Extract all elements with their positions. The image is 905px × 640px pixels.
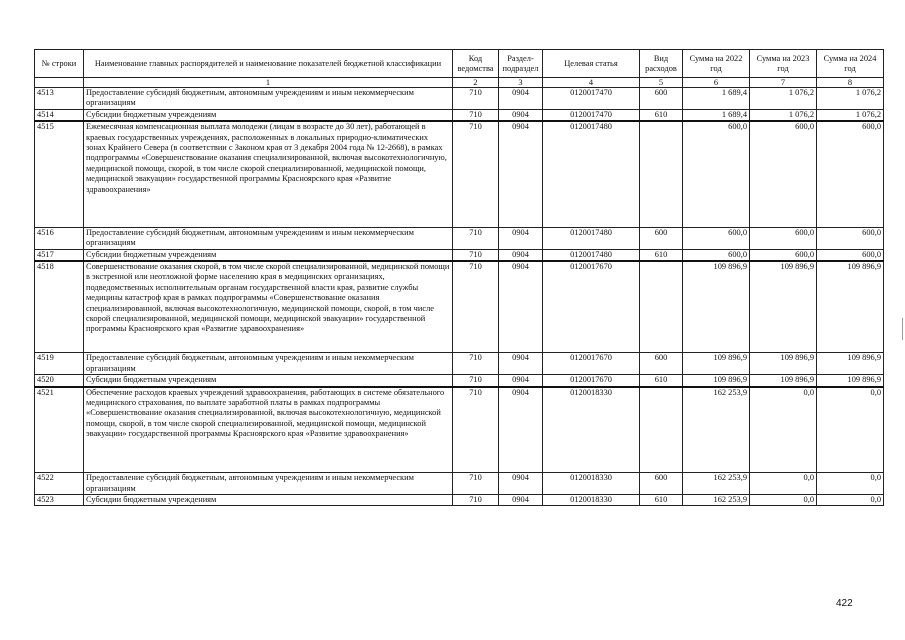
cell-sum-2022: 600,0	[683, 227, 750, 249]
cell-row-number: 4517	[35, 249, 84, 261]
cell-sum-2024: 600,0	[817, 249, 884, 261]
cell-expense-type: 610	[640, 249, 683, 261]
table-row	[35, 375, 884, 387]
column-index-cell: 8	[817, 78, 884, 88]
cell-target-article: 0120017670	[543, 353, 640, 375]
cell-target-article: 0120017670	[543, 375, 640, 387]
cell-sum-2024: 109 896,9	[817, 261, 884, 353]
cell-name: Субсидии бюджетным учреждениям	[84, 375, 453, 387]
cell-name: Совершенствование оказания скорой, в том числе скорой специализированной, медицинской помощи в экстренной или неотложной форме населению края в медицинских организациях, подведомственных исполнительным органам государственной власти края, развитие службы медицины катастроф края в рамках подпрограммы «Совершенствование оказания специализированной, включая высокотехнологичную, медицинской помощи, скорой, в том числе скорой специализированной, медицинской помощи, медицинской эвакуации» государственной программы Красноярского края «Развитие здравоохранения»	[84, 261, 453, 353]
cell-sum-2023: 109 896,9	[750, 375, 817, 387]
header-department-code: Код ведомства	[453, 50, 499, 78]
column-index-cell: 1	[84, 78, 453, 88]
table-row	[35, 121, 884, 227]
cell-section: 0904	[499, 494, 543, 505]
cell-expense-type	[640, 387, 683, 473]
budget-table	[34, 49, 884, 506]
cell-name: Предоставление субсидий бюджетным, автономным учреждениям и иным некоммерческим организациям	[84, 227, 453, 249]
cell-sum-2023: 1 076,2	[750, 109, 817, 121]
cell-row-number: 4514	[35, 109, 84, 121]
cell-sum-2022: 109 896,9	[683, 375, 750, 387]
cell-section: 0904	[499, 109, 543, 121]
cell-sum-2022: 1 689,4	[683, 109, 750, 121]
cell-target-article: 0120017470	[543, 109, 640, 121]
cell-department-code: 710	[453, 353, 499, 375]
header-row-number: № строки	[35, 50, 84, 78]
cell-department-code: 710	[453, 494, 499, 505]
cell-name: Обеспечение расходов краевых учреждений здравоохранения, работающих в системе обязательного медицинского страхования, по выплате заработной платы в рамках подпрограммы «Совершенствование оказания специализированной, включая высокотехнологичную, медицинской помощи, скорой, в том числе скорой специализированной, медицинской помощи, медицинской эвакуации» государственной программы Красноярского края «Развитие здравоохранения»	[84, 387, 453, 473]
cell-expense-type: 610	[640, 375, 683, 387]
cell-sum-2023: 0,0	[750, 473, 817, 495]
cell-target-article: 0120018330	[543, 387, 640, 473]
cell-name: Субсидии бюджетным учреждениям	[84, 249, 453, 261]
cell-expense-type	[640, 261, 683, 353]
cell-expense-type: 600	[640, 473, 683, 495]
cell-department-code: 710	[453, 387, 499, 473]
cell-sum-2024: 0,0	[817, 494, 884, 505]
cell-sum-2023: 600,0	[750, 121, 817, 227]
cell-expense-type: 600	[640, 88, 683, 110]
column-index-row	[35, 78, 884, 88]
cell-row-number: 4520	[35, 375, 84, 387]
cell-sum-2022: 600,0	[683, 121, 750, 227]
cell-department-code: 710	[453, 473, 499, 495]
cell-sum-2024: 0,0	[817, 387, 884, 473]
cell-name: Субсидии бюджетным учреждениям	[84, 494, 453, 505]
cell-section: 0904	[499, 121, 543, 227]
header-row	[35, 50, 884, 78]
header-sum-2023: Сумма на 2023 год	[750, 50, 817, 78]
cell-department-code: 710	[453, 121, 499, 227]
cell-expense-type: 600	[640, 227, 683, 249]
cell-sum-2023: 109 896,9	[750, 261, 817, 353]
cell-target-article: 0120017480	[543, 121, 640, 227]
header-section: Раздел-подраздел	[499, 50, 543, 78]
cell-row-number: 4523	[35, 494, 84, 505]
header-sum-2022: Сумма на 2022 год	[683, 50, 750, 78]
cell-department-code: 710	[453, 261, 499, 353]
column-index-cell	[35, 78, 84, 88]
column-index-cell: 2	[453, 78, 499, 88]
cell-row-number: 4516	[35, 227, 84, 249]
header-sum-2024: Сумма на 2024 год	[817, 50, 884, 78]
header-expense-type: Вид расходов	[640, 50, 683, 78]
cell-name: Предоставление субсидий бюджетным, автономным учреждениям и иным некоммерческим организациям	[84, 473, 453, 495]
cell-sum-2022: 1 689,4	[683, 88, 750, 110]
cell-department-code: 710	[453, 227, 499, 249]
cell-sum-2022: 162 253,9	[683, 494, 750, 505]
cell-row-number: 4519	[35, 353, 84, 375]
cell-section: 0904	[499, 88, 543, 110]
table-row	[35, 227, 884, 249]
column-index-cell: 3	[499, 78, 543, 88]
cell-target-article: 0120018330	[543, 494, 640, 505]
cell-expense-type: 610	[640, 109, 683, 121]
cell-department-code: 710	[453, 375, 499, 387]
cell-row-number: 4521	[35, 387, 84, 473]
cell-sum-2022: 162 253,9	[683, 387, 750, 473]
column-index-cell: 5	[640, 78, 683, 88]
cell-sum-2024: 1 076,2	[817, 88, 884, 110]
table-row	[35, 88, 884, 110]
cell-sum-2022: 600,0	[683, 249, 750, 261]
cell-section: 0904	[499, 375, 543, 387]
cell-section: 0904	[499, 249, 543, 261]
cell-sum-2024: 0,0	[817, 473, 884, 495]
cell-row-number: 4518	[35, 261, 84, 353]
table-row	[35, 494, 884, 505]
header-target-article: Целевая статья	[543, 50, 640, 78]
scan-artifact-mark	[902, 318, 903, 340]
cell-section: 0904	[499, 387, 543, 473]
cell-sum-2024: 109 896,9	[817, 375, 884, 387]
cell-name: Предоставление субсидий бюджетным, автономным учреждениям и иным некоммерческим организациям	[84, 88, 453, 110]
cell-row-number: 4515	[35, 121, 84, 227]
cell-sum-2023: 600,0	[750, 227, 817, 249]
cell-sum-2022: 109 896,9	[683, 261, 750, 353]
cell-department-code: 710	[453, 88, 499, 110]
cell-expense-type	[640, 121, 683, 227]
cell-name: Ежемесячная компенсационная выплата молодежи (лицам в возрасте до 30 лет), работающей в краевых государственных учреждениях, расположенных в локальных природно-климатических зонах Крайнего Севера (в соответствии с Законом края от 3 декабря 2004 года № 12-2668), в рамках подпрограммы «Совершенствование оказания специализированной, включая высокотехнологичную, медицинской помощи, скорой, в том числе скорой специализированной, медицинской помощи, медицинской эвакуации» государственной программы Красноярского края «Развитие здравоохранения»	[84, 121, 453, 227]
cell-sum-2023: 109 896,9	[750, 353, 817, 375]
table-row	[35, 473, 884, 495]
cell-target-article: 0120017480	[543, 249, 640, 261]
cell-sum-2022: 162 253,9	[683, 473, 750, 495]
cell-department-code: 710	[453, 109, 499, 121]
cell-sum-2024: 600,0	[817, 121, 884, 227]
cell-section: 0904	[499, 473, 543, 495]
cell-section: 0904	[499, 261, 543, 353]
cell-row-number: 4522	[35, 473, 84, 495]
cell-expense-type: 610	[640, 494, 683, 505]
table-row	[35, 387, 884, 473]
column-index-cell: 7	[750, 78, 817, 88]
cell-expense-type: 600	[640, 353, 683, 375]
header-name: Наименование главных распорядителей и наименование показателей бюджетной классификации	[84, 50, 453, 78]
cell-section: 0904	[499, 353, 543, 375]
cell-sum-2024: 1 076,2	[817, 109, 884, 121]
cell-name: Субсидии бюджетным учреждениям	[84, 109, 453, 121]
cell-sum-2023: 0,0	[750, 494, 817, 505]
cell-sum-2024: 109 896,9	[817, 353, 884, 375]
table-row	[35, 261, 884, 353]
cell-target-article: 0120017670	[543, 261, 640, 353]
cell-target-article: 0120017470	[543, 88, 640, 110]
cell-sum-2022: 109 896,9	[683, 353, 750, 375]
cell-section: 0904	[499, 227, 543, 249]
cell-sum-2023: 1 076,2	[750, 88, 817, 110]
cell-target-article: 0120017480	[543, 227, 640, 249]
cell-sum-2023: 0,0	[750, 387, 817, 473]
cell-name: Предоставление субсидий бюджетным, автономным учреждениям и иным некоммерческим организациям	[84, 353, 453, 375]
table-row	[35, 249, 884, 261]
cell-row-number: 4513	[35, 88, 84, 110]
cell-department-code: 710	[453, 249, 499, 261]
cell-sum-2024: 600,0	[817, 227, 884, 249]
table-body	[35, 88, 884, 506]
page-number: 422	[836, 598, 853, 609]
column-index-cell: 6	[683, 78, 750, 88]
table-row	[35, 109, 884, 121]
cell-sum-2023: 600,0	[750, 249, 817, 261]
column-index-cell: 4	[543, 78, 640, 88]
table-row	[35, 353, 884, 375]
cell-target-article: 0120018330	[543, 473, 640, 495]
